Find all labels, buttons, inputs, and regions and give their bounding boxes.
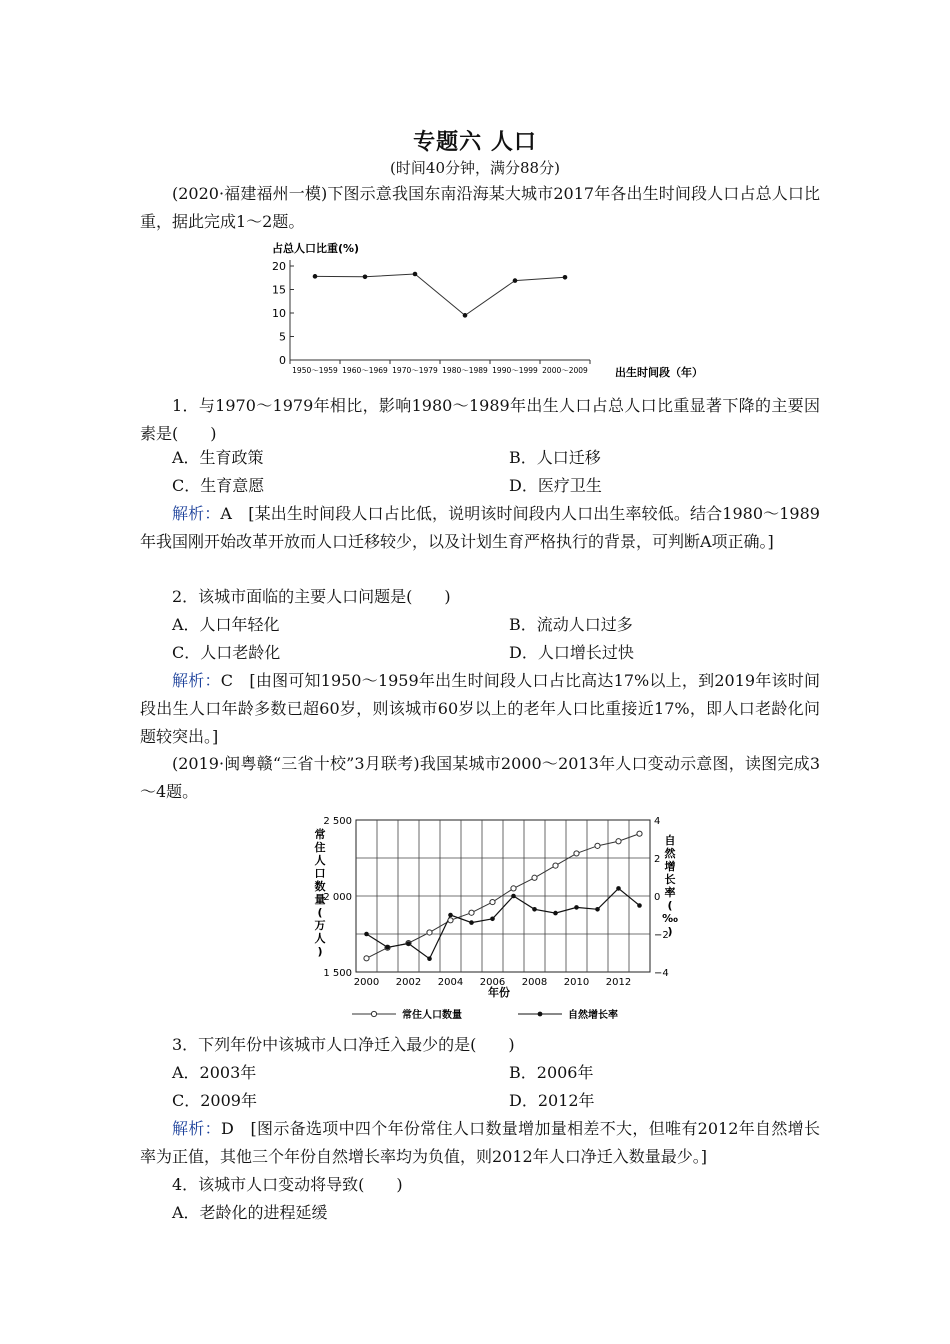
chart2-right-tick-label: 2 [654, 854, 661, 865]
chart1-data-point [363, 275, 368, 280]
chart2-rate-point [616, 886, 621, 891]
q1-option-d: D．医疗卫生 [509, 476, 602, 495]
chart2-x-tick-label: 2002 [395, 977, 422, 988]
legend-rate-marker [538, 1012, 543, 1017]
chart2-population-point [532, 875, 537, 880]
q3-option-c: C．2009年 [172, 1091, 257, 1110]
chart2-left-axis-title-char: 人 [314, 854, 326, 867]
legend-rate-label: 自然增长率 [568, 1010, 618, 1021]
chart2-population-point [364, 956, 369, 961]
chart2-right-axis-title-char: 自 [664, 834, 676, 847]
chart2-x-label: 年份 [488, 986, 510, 999]
chart1-data-point [413, 272, 418, 277]
chart1-y-tick-label: 15 [272, 283, 286, 297]
chart2-rate-point [448, 913, 453, 918]
intro-paragraph-1: (2020·福建福州一模)下图示意我国东南沿海某大城市2017年各出生时间段人口占总人口比重，据此完成1～2题。 [140, 184, 820, 231]
chart2-population-point [469, 910, 474, 915]
q1-option-b: B．人口迁移 [509, 448, 601, 467]
q3-analysis-text: D [图示备选项中四个年份常住人口数量增加量相差不大，但唯有2012年自然增长率为正值，其他三个年份自然增长率均为负值，则2012年人口净迁入数量最少。] [140, 1119, 820, 1166]
chart-birth-period-share [270, 238, 730, 386]
chart2-population-point [637, 831, 642, 836]
chart2-rate-point [595, 907, 600, 912]
chart2-left-tick-label: 2 000 [323, 892, 352, 903]
chart2-rate-point [553, 911, 558, 916]
legend-population-label: 常住人口数量 [402, 1010, 462, 1021]
chart2-rate-point [511, 894, 516, 899]
chart2-left-axis-title-char: 人 [314, 932, 326, 945]
chart2-rate-point [364, 932, 369, 937]
q1-analysis-text: A [某出生时间段人口占比低，说明该时间段内人口出生率较低。结合1980～1989年我国刚开始改革开放而人口迁移较少，以及计划生育严格执行的背景，可判断A项正确。] [140, 504, 820, 551]
page-title: 专题六 人口 [413, 130, 537, 155]
chart2-right-tick-label: −4 [654, 968, 669, 979]
chart2-x-tick-label: 2006 [479, 977, 506, 988]
q3-option-a: A．2003年 [172, 1063, 257, 1082]
chart1-series-line [315, 274, 565, 315]
q1-analysis-label: 解析： [172, 504, 221, 523]
chart2-right-axis-title-char: ) [667, 925, 673, 938]
chart2-population-point [616, 839, 621, 844]
chart1-data-point [513, 278, 518, 283]
q2-analysis-text: C [由图可知1950～1959年出生时间段人口占比高达17%以上，到2019年该时间段出生人口年龄多数已超60岁，则该城市60岁以上的老年人口比重接近17%，即人口老龄化问题较突出。] [140, 671, 820, 746]
chart2-rate-point [469, 920, 474, 925]
q4-option-a: A．老龄化的进程延缓 [172, 1203, 328, 1222]
chart2-rate-point [490, 917, 495, 922]
chart2-left-axis-title-char: ( [317, 906, 323, 919]
chart2-right-axis-title-char: 长 [664, 873, 676, 886]
q1-analysis [140, 500, 820, 556]
chart2-x-tick-label: 2008 [521, 977, 548, 988]
chart1-data-point [313, 274, 318, 279]
question-2-stem: 2．该城市面临的主要人口问题是( ) [172, 587, 451, 606]
chart2-rate-point [532, 907, 537, 912]
chart1-category-label: 1960～1969 [342, 366, 388, 375]
chart2-right-axis-title-char: 然 [664, 847, 676, 860]
chart2-left-axis-title-char: 口 [314, 867, 326, 880]
legend-population-marker [371, 1011, 376, 1016]
chart2-left-tick-label: 1 500 [323, 968, 352, 979]
chart2-right-tick-label: 4 [654, 816, 661, 827]
chart1-category-label: 1950～1959 [292, 366, 338, 375]
chart1-y-label: 占总人口比重(%) [272, 242, 360, 255]
chart2-population-point [448, 918, 453, 923]
q3-option-b: B．2006年 [509, 1063, 594, 1082]
chart1-y-tick-label: 5 [279, 330, 286, 344]
chart2-population-point [553, 863, 558, 868]
q1-option-a: A．生育政策 [172, 448, 264, 467]
chart2-rate-point [574, 905, 579, 910]
chart1-y-tick-label: 20 [272, 260, 286, 273]
q1-option-c: C．生育意愿 [172, 476, 265, 495]
chart1-x-label: 出生时间段（年） [615, 366, 703, 379]
q3-option-d: D．2012年 [509, 1091, 595, 1110]
chart1-category-label: 2000～2009 [542, 366, 588, 375]
chart2-left-axis-title-char: 住 [314, 841, 326, 854]
chart1-y-tick-label: 10 [272, 307, 286, 320]
chart2-left-tick-label: 2 500 [323, 816, 352, 827]
chart2-rate-point [385, 945, 390, 950]
q2-option-a: A．人口年轻化 [172, 615, 280, 634]
chart2-right-axis-title-char: 率 [664, 886, 676, 899]
chart2-rate-point [637, 903, 642, 908]
chart1-data-point [563, 275, 568, 280]
question-4-stem: 4．该城市人口变动将导致( ) [172, 1175, 403, 1194]
q3-analysis-label: 解析： [172, 1119, 221, 1138]
q2-option-b: B．流动人口过多 [509, 615, 633, 634]
chart2-left-axis-title-char: 量 [314, 893, 326, 906]
chart2-x-tick-label: 2010 [563, 977, 590, 988]
question-1-stem: 1．与1970～1979年相比，影响1980～1989年出生人口占总人口比重显著下降的主要因素是( ) [140, 396, 820, 443]
chart2-left-axis-title-char: ) [317, 945, 323, 958]
chart2-right-tick-label: −2 [654, 930, 669, 941]
chart2-population-point [574, 851, 579, 856]
chart2-x-tick-label: 2004 [437, 977, 464, 988]
chart2-rate-point [427, 956, 432, 961]
chart2-right-axis-title-char: 增 [664, 860, 676, 873]
chart2-right-axis-title-char: ‰ [662, 912, 678, 925]
chart2-left-axis-title-char: 数 [314, 880, 326, 893]
chart2-population-point [511, 886, 516, 891]
question-3-stem: 3．下列年份中该城市人口净迁入最少的是( ) [172, 1035, 515, 1054]
chart2-right-tick-label: 0 [654, 892, 661, 903]
chart2-rate-point [406, 941, 411, 946]
chart1-data-point [463, 313, 468, 318]
chart2-left-axis-title-char: 常 [314, 828, 326, 841]
chart1-category-label: 1980～1989 [442, 366, 488, 375]
q3-analysis [140, 1115, 820, 1171]
chart2-x-tick-label: 2000 [353, 977, 380, 988]
chart2-population-point [595, 843, 600, 848]
q2-analysis-label: 解析： [172, 671, 221, 690]
chart1-category-label: 1990～1999 [492, 366, 538, 375]
chart-city-population-change [300, 808, 680, 1030]
chart1-category-label: 1970～1979 [392, 366, 438, 375]
q2-analysis [140, 667, 820, 751]
page-subtitle: (时间40分钟，满分88分) [390, 159, 560, 177]
chart2-population-point [490, 899, 495, 904]
chart2-right-axis-title-char: ( [667, 899, 673, 912]
chart2-population-point [427, 930, 432, 935]
chart2-left-axis-title-char: 万 [314, 919, 326, 932]
chart1-y-tick-label: 0 [279, 354, 286, 367]
q2-option-d: D．人口增长过快 [509, 643, 634, 662]
chart2-x-tick-label: 2012 [605, 977, 632, 988]
q2-option-c: C．人口老龄化 [172, 643, 281, 662]
intro-paragraph-2: (2019·闽粤赣“三省十校”3月联考)我国某城市2000～2013年人口变动示意图，读图完成3～4题。 [140, 754, 820, 801]
